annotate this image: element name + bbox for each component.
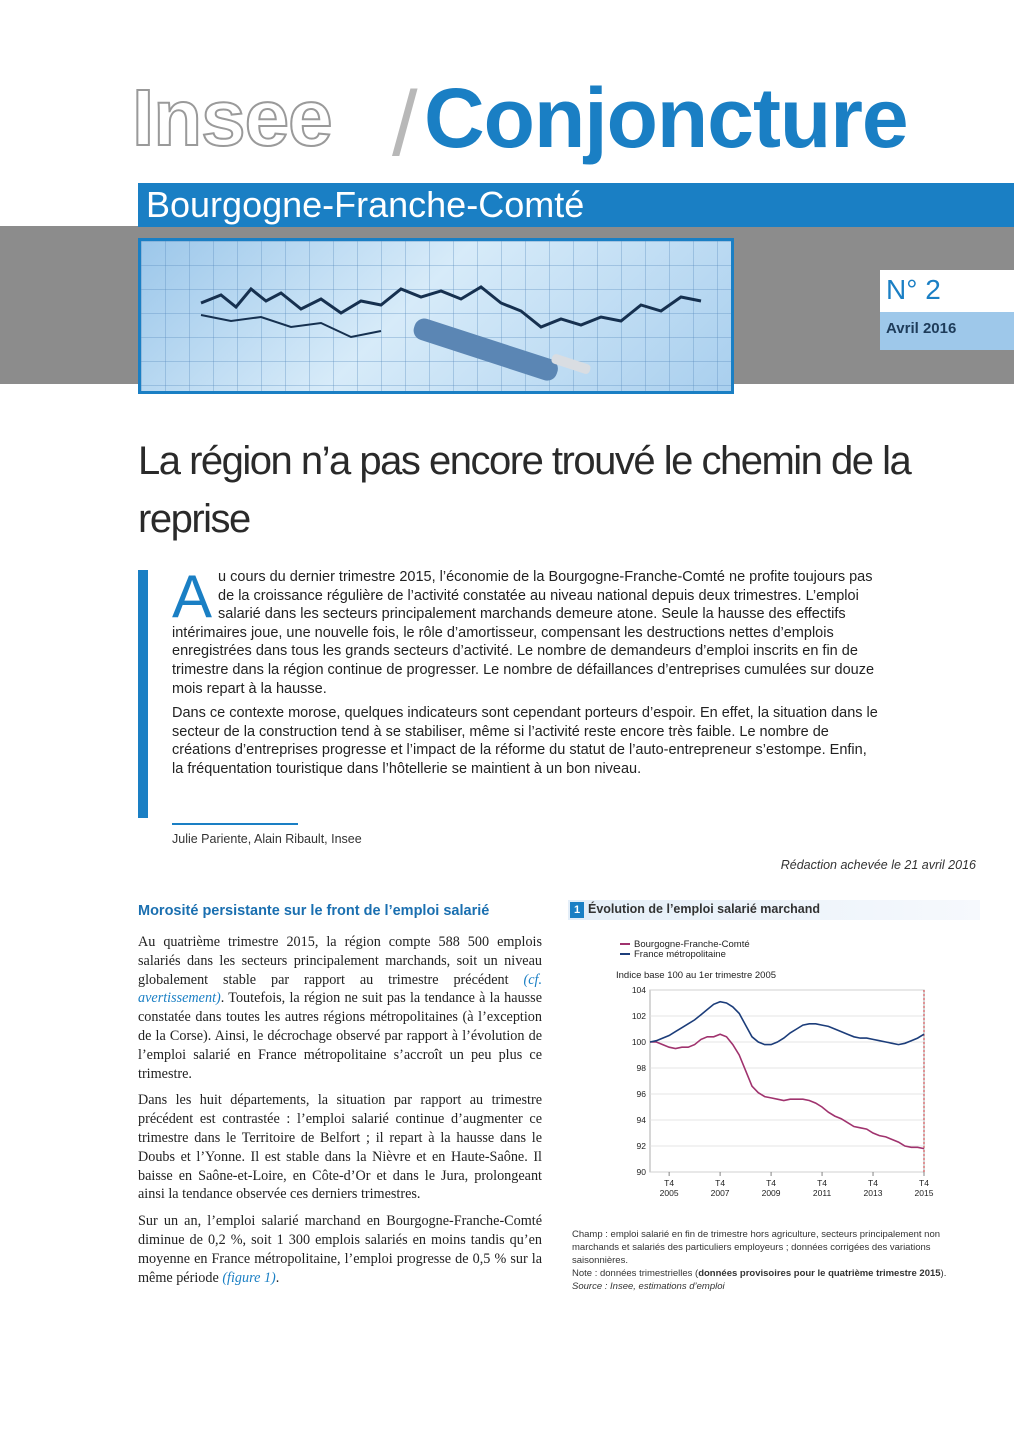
y-tick-label: 90 xyxy=(636,1167,646,1177)
employment-line-chart xyxy=(568,926,978,1216)
x-tick-label-year: 2015 xyxy=(914,1188,934,1198)
note-champ: Champ : emploi salarié en fin de trimestre hors agriculture, secteurs principalement non marchands et salariés des particuliers employeurs ; données corrigées des variations saisonnières. xyxy=(572,1229,941,1266)
x-tick-label-year: 2011 xyxy=(812,1188,832,1198)
x-tick-label-year: 2005 xyxy=(659,1188,679,1198)
note-source: Source : Insee, estimations d’emploi xyxy=(572,1281,725,1292)
insee-logo-text: Insee xyxy=(132,73,332,162)
plot-area xyxy=(650,990,924,1172)
y-tick-label: 100 xyxy=(631,1037,646,1047)
figure-link[interactable]: (figure 1) xyxy=(222,1269,276,1286)
legend-label: France métropolitaine xyxy=(634,949,726,960)
stock-chart-illustration xyxy=(141,241,734,394)
note-text: ). xyxy=(940,1268,947,1279)
y-tick-label: 104 xyxy=(631,985,646,995)
x-tick-label-quarter: T4 xyxy=(817,1178,828,1188)
figure-notes xyxy=(572,1228,972,1293)
y-tick-label: 92 xyxy=(636,1141,646,1151)
x-tick-label-quarter: T4 xyxy=(919,1178,929,1188)
drop-cap: A xyxy=(172,563,213,630)
section-title: Morosité persistante sur le front de l’emploi salarié xyxy=(138,903,490,919)
section-body xyxy=(138,933,542,1295)
lead-paragraph xyxy=(172,563,878,785)
x-tick-label-quarter: T4 xyxy=(868,1178,878,1188)
header-photo xyxy=(138,238,734,394)
y-tick-label: 94 xyxy=(636,1115,646,1125)
article-title: La région n’a pas encore trouvé le chemin de la reprise xyxy=(138,439,911,541)
body-text: Au quatrième trimestre 2015, la région compte 588 500 emplois salariés dans les secteurs principalement marchands, soit un niveau globalement stable par rapport au trimestre précédent xyxy=(138,934,542,988)
figure-number: 1 xyxy=(570,902,584,918)
lead-accent-bar xyxy=(138,570,148,818)
figure-title: Évolution de l’emploi salarié marchand xyxy=(588,902,821,916)
logo-slash: / xyxy=(392,73,418,175)
lead-text-2: Dans ce contexte morose, quelques indicateurs sont cependant porteurs d’espoir. En effet, la situation dans le secteur de la construction tend à se stabiliser, même si l’activité reste encore très faible. Le nombre de créations d’entreprises progresse et l’impact de la réforme du statut de l’auto-entrepreneur s’estompe. Enfin, la fréquentation touristique dans l’hôtellerie se maintient à un bon niveau. xyxy=(172,705,878,777)
lead-divider xyxy=(172,823,298,825)
redaction-date: Rédaction achevée le 21 avril 2016 xyxy=(780,858,976,872)
body-text: Dans les huit départements, la situation par rapport au trimestre précédent est contrastée : l’emploi salarié continue d’augmenter ce trimestre dans le Territoire de Belfort ; il repart à la hausse dans le Doubs et l’Yonne. Il est stable dans la Nièvre et en Haute-Saône. Il baisse en Saône-et-Loire, en Côte-d’Or et dans le Jura, prolongeant ainsi la tendance observée ces derniers trimestres. xyxy=(138,1092,542,1203)
conjoncture-logo-text: Conjoncture xyxy=(424,71,908,165)
x-tick-label-quarter: T4 xyxy=(664,1178,675,1188)
issue-number: N° 2 xyxy=(886,274,941,305)
y-tick-label: 102 xyxy=(631,1011,646,1021)
y-tick-label: 96 xyxy=(636,1089,646,1099)
region-name: Bourgogne-Franche-Comté xyxy=(146,184,585,225)
authors: Julie Pariente, Alain Ribault, Insee xyxy=(172,832,362,846)
x-tick-label-year: 2009 xyxy=(761,1188,781,1198)
issue-date: Avril 2016 xyxy=(886,320,957,337)
note-bold: données provisoires pour le quatrième trimestre 2015 xyxy=(698,1268,941,1279)
x-tick-label-year: 2007 xyxy=(710,1188,730,1198)
body-text: Sur un an, l’emploi salarié marchand en Bourgogne-Franche-Comté diminue de 0,2 %, soit 1 300 emplois salariés en moins tandis qu’en moyenne en France métropolitaine, l’emploi progresse de 0,5 % sur la même période xyxy=(138,1213,542,1286)
body-text: . Toutefois, la région ne suit pas la tendance à la hausse constatée dans toutes les autres régions métropolitaines (à l’exception de la Corse). Ainsi, le décrochage observé par rapport à l’évolution de l’emploi salarié en France métropolitaine s’accroît un peu plus ce trimestre. xyxy=(138,990,542,1082)
note-text: Note : données trimestrielles ( xyxy=(572,1268,699,1279)
y-tick-label: 98 xyxy=(636,1063,646,1073)
legend-label: Bourgogne-Franche-Comté xyxy=(634,939,750,950)
y-axis-label: Indice base 100 au 1er trimestre 2005 xyxy=(616,970,777,981)
x-tick-label-quarter: T4 xyxy=(766,1178,777,1188)
lead-text-1: u cours du dernier trimestre 2015, l’économie de la Bourgogne-Franche-Comté ne profite toujours pas de la croissance régulière de l’activité constatée au niveau national depuis deux trimestres. L’emploi salarié dans les secteurs principalement marchands demeure atone. Seule la hausse des effectifs intérimaires joue, une nouvelle fois, le rôle d’amortisseur, compensant les destructions nettes d’emplois enregistrées dans tous les grands secteurs d’activité. Le nombre de demandeurs d’emploi inscrits en fin de trimestre dans la région continue de progresser. Le nombre de défaillances d’entreprises cumulées sur douze mois repart à la hausse. xyxy=(172,569,875,697)
x-tick-label-quarter: T4 xyxy=(715,1178,726,1188)
x-tick-label-year: 2013 xyxy=(863,1188,883,1198)
avertissement-link[interactable]: (cf. avertissement) xyxy=(138,971,542,1007)
body-text: . xyxy=(275,1269,280,1286)
